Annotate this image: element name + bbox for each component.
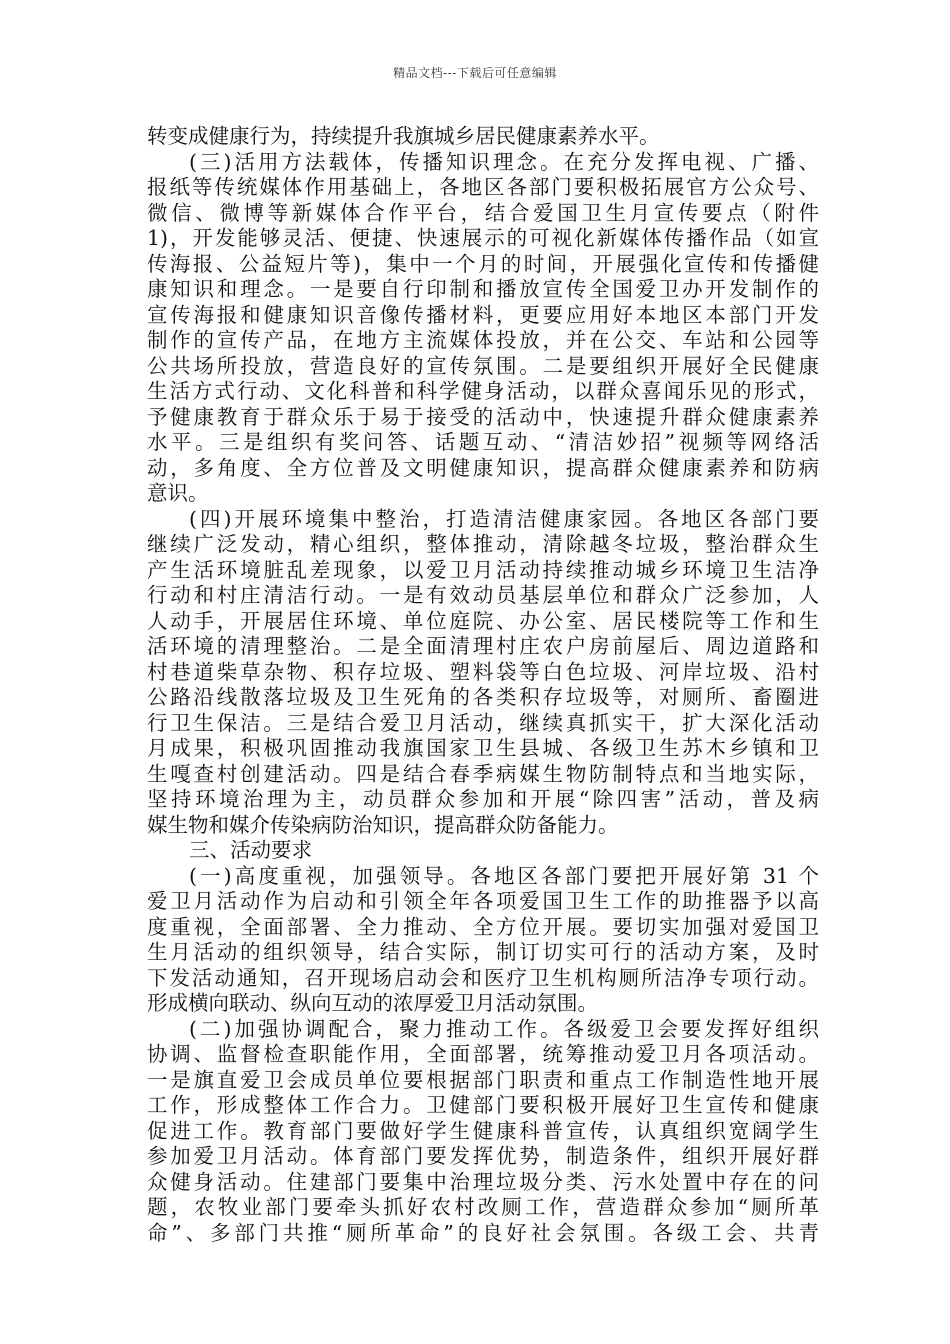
text-line: 1)，开发能够灵活、便捷、快速展示的可视化新媒体传播作品（如宣 bbox=[147, 226, 819, 250]
text-line: 一是旗直爱卫会成员单位要根据部门职责和重点工作制造性地开展 bbox=[147, 1067, 819, 1092]
text-line: 制作的宣传产品，在地方主流媒体投放，并在公交、车站和公园等 bbox=[147, 328, 819, 352]
text-line: 动，多角度、全方位普及文明健康知识，提高群众健康素养和防病 bbox=[147, 455, 819, 480]
text-line: 生嘎查村创建活动。四是结合春季病媒生物防制特点和当地实际， bbox=[147, 761, 819, 786]
text-line: 水平。三是组织有奖问答、话题互动、“清洁妙招”视频等网络活 bbox=[147, 430, 819, 454]
text-line: 转变成健康行为，持续提升我旗城乡居民健康素养水平。 bbox=[147, 124, 660, 148]
text-line: 继续广泛发动，精心组织，整体推动，清除越冬垃圾，整治群众生 bbox=[147, 532, 819, 556]
text-line: 公路沿线散落垃圾及卫生死角的各类积存垃圾等，对厕所、畜圈进 bbox=[147, 685, 819, 709]
text-line: 村巷道柴草杂物、积存垃圾、塑料袋等白色垃圾、河岸垃圾、沿村 bbox=[147, 659, 819, 684]
text-line: 人动手，开展居住环境、单位庭院、办公室、居民楼院等工作和生 bbox=[147, 608, 819, 633]
text-line: 媒生物和媒介传染病防治知识，提高群众防备能力。 bbox=[147, 812, 619, 837]
text-line: 促进工作。教育部门要做好学生健康科普宣传，认真组织宽阔学生 bbox=[147, 1118, 819, 1143]
text-line: 形成横向联动、纵向互动的浓厚爱卫月活动氛围。 bbox=[147, 991, 598, 1015]
text-line: 众健身活动。住建部门要集中治理垃圾分类、污水处置中存在的问 bbox=[147, 1169, 819, 1194]
text-line: 坚持环境治理为主，动员群众参加和开展“除四害”活动，普及病 bbox=[147, 787, 819, 811]
page-header: 精品文档---下载后可任意编辑 bbox=[393, 66, 557, 80]
text-line: 工作，形成整体工作合力。卫健部门要积极开展好卫生宣传和健康 bbox=[147, 1093, 819, 1117]
text-line: 三、活动要求 bbox=[189, 838, 312, 862]
text-line: 予健康教育于群众乐于易于接受的活动中，快速提升群众健康素养 bbox=[147, 404, 819, 429]
text-line: 参加爱卫月活动。体育部门要发挥优势，制造条件，组织开展好群 bbox=[147, 1144, 819, 1168]
text-line: 康知识和理念。一是要自行印制和播放宣传全国爱卫办开发制作的 bbox=[147, 277, 819, 301]
text-line: 月成果，积极巩固推动我旗国家卫生县城、各级卫生苏木乡镇和卫 bbox=[147, 736, 819, 760]
text-line: 活环境的清理整治。二是全面清理村庄农户房前屋后、周边道路和 bbox=[147, 634, 819, 658]
document-body bbox=[147, 124, 819, 1246]
text-line: 度重视，全面部署、全力推动、全方位开展。要切实加强对爱国卫 bbox=[147, 914, 819, 939]
text-line: 下发活动通知，召开现场启动会和医疗卫生机构厕所洁净专项行动。 bbox=[147, 965, 819, 990]
text-line: 行卫生保洁。三是结合爱卫月活动，继续真抓实干，扩大深化活动 bbox=[147, 710, 819, 735]
text-line: 微信、微博等新媒体合作平台，结合爱国卫生月宣传要点（附件 bbox=[147, 200, 819, 225]
text-line: 题，农牧业部门要牵头抓好农村改厕工作，营造群众参加“厕所革 bbox=[147, 1195, 819, 1219]
text-line: 命”、多部门共推“厕所革命”的良好社会氛围。各级工会、共青 bbox=[147, 1220, 819, 1245]
text-line: 公共场所投放，营造良好的宣传氛围。二是要组织开展好全民健康 bbox=[147, 353, 819, 378]
text-line: (四)开展环境集中整治，打造清洁健康家园。各地区各部门要 bbox=[189, 506, 819, 531]
text-line: 宣传海报和健康知识音像传播材料，更要应用好本地区本部门开发 bbox=[147, 302, 819, 327]
text-line: 生月活动的组织领导，结合实际，制订切实可行的活动方案，及时 bbox=[147, 940, 819, 964]
text-line: 爱卫月活动作为启动和引领全年各项爱国卫生工作的助推器予以高 bbox=[147, 889, 819, 913]
text-line: 报纸等传统媒体作用基础上，各地区各部门要积极拓展官方公众号、 bbox=[147, 175, 819, 199]
text-line: (一)高度重视，加强领导。各地区各部门要把开展好第 31 个 bbox=[189, 863, 819, 888]
text-line: 生活方式行动、文化科普和科学健身活动，以群众喜闻乐见的形式， bbox=[147, 379, 819, 403]
text-line: 产生活环境脏乱差现象，以爱卫月活动持续推动城乡环境卫生洁净 bbox=[147, 557, 819, 582]
text-line: 传海报、公益短片等)，集中一个月的时间，开展强化宣传和传播健 bbox=[147, 251, 819, 276]
text-line: (三)活用方法载体，传播知识理念。在充分发挥电视、广播、 bbox=[189, 149, 819, 174]
text-line: (二)加强协调配合，聚力推动工作。各级爱卫会要发挥好组织 bbox=[189, 1016, 819, 1041]
text-line: 协调、监督检查职能作用，全面部署，统筹推动爱卫月各项活动。 bbox=[147, 1042, 819, 1066]
text-line: 行动和村庄清洁行动。一是有效动员基层单位和群众广泛参加，人 bbox=[147, 583, 819, 607]
text-line: 意识。 bbox=[147, 481, 209, 505]
